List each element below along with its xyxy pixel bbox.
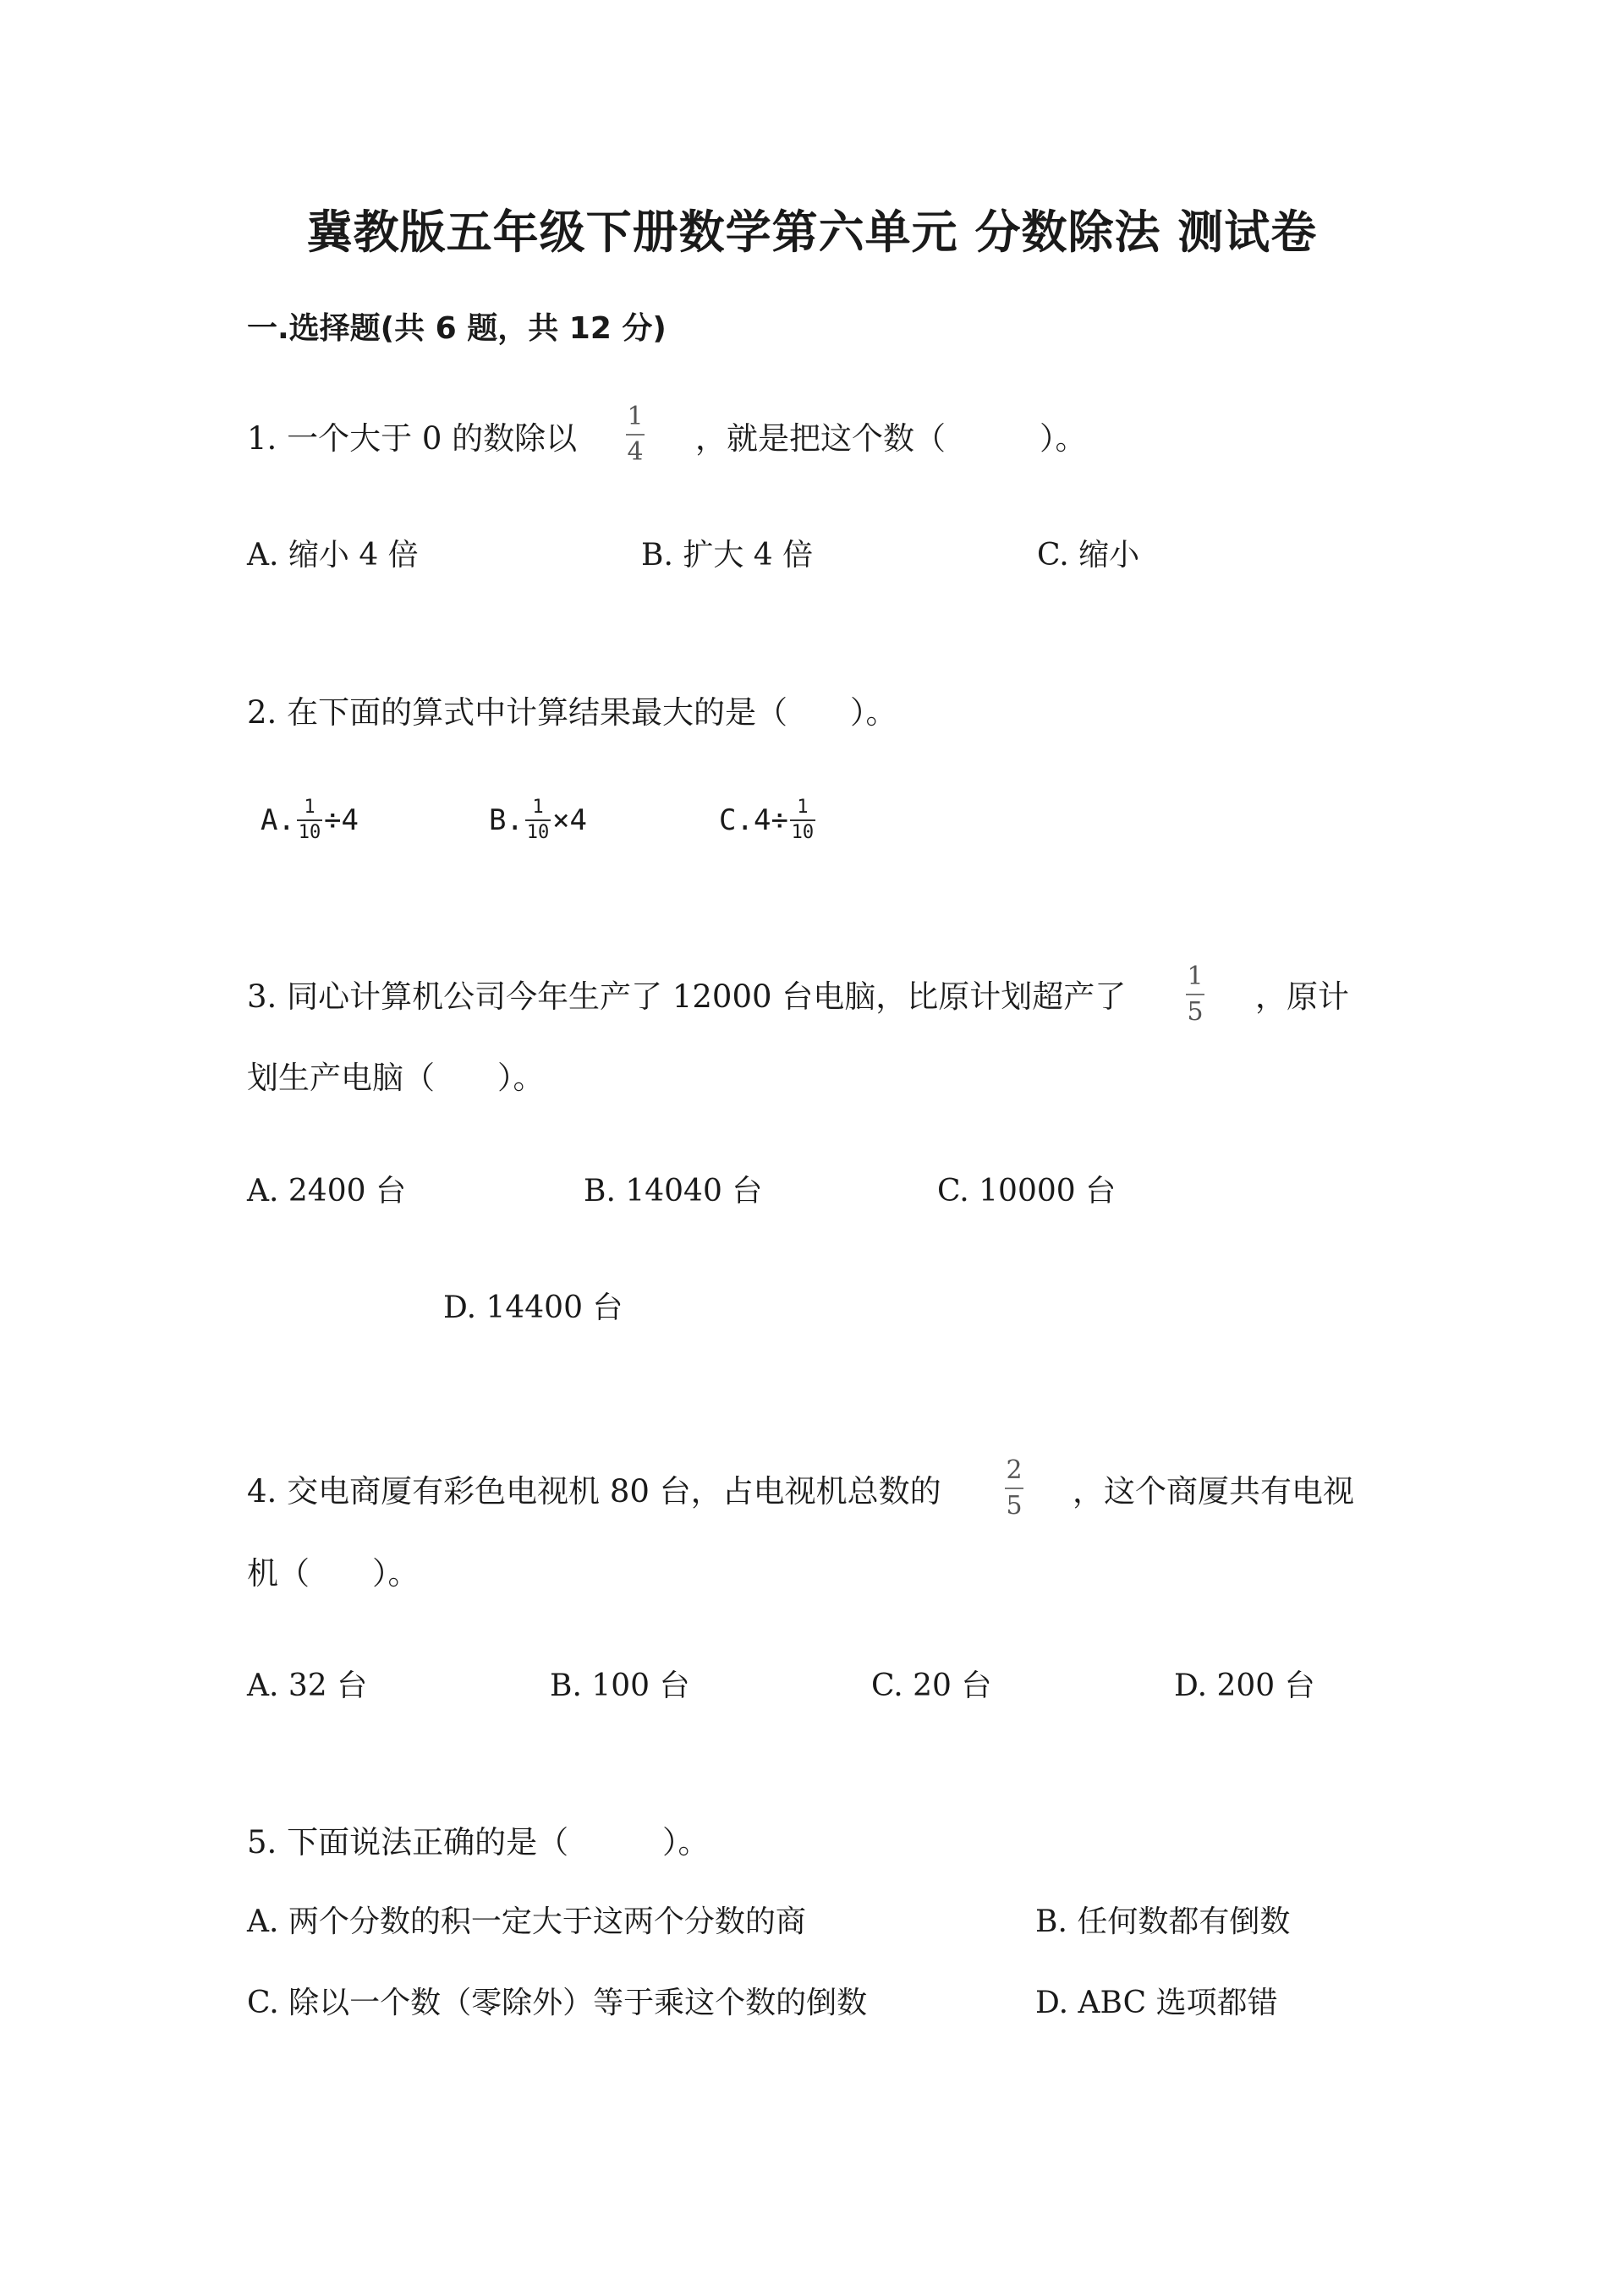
question-1-option-c[interactable]: C. 缩小 bbox=[1037, 538, 1140, 573]
question-3-option-b[interactable]: B. 14040 台 bbox=[584, 1174, 763, 1208]
option-operand: 4 bbox=[569, 803, 587, 837]
option-label: A. bbox=[261, 803, 295, 837]
fraction-denominator: 10 bbox=[791, 822, 815, 843]
option-operator: × bbox=[551, 803, 570, 837]
fraction-bar bbox=[297, 819, 322, 821]
question-1-stem-before: 1. 一个大于 0 的数除以 bbox=[247, 420, 578, 457]
fraction-denominator: 10 bbox=[526, 822, 550, 843]
option-fraction bbox=[790, 798, 815, 842]
question-3-option-c[interactable]: C. 10000 台 bbox=[937, 1174, 1116, 1208]
option-fraction bbox=[297, 798, 322, 842]
fraction-numerator: 1 bbox=[797, 797, 809, 818]
option-label: C. bbox=[719, 803, 754, 837]
question-1-option-a[interactable]: A. 缩小 4 倍 bbox=[247, 538, 419, 573]
question-2-option-b[interactable] bbox=[489, 798, 587, 842]
question-5-stem: 5. 下面说法正确的是（ ）。 bbox=[247, 1824, 710, 1860]
fraction-bar bbox=[525, 819, 551, 821]
option-operator: ÷ bbox=[771, 803, 788, 837]
question-4-option-b[interactable]: B. 100 台 bbox=[550, 1669, 690, 1703]
fraction-numerator: 2 bbox=[1006, 1455, 1023, 1485]
section-heading: 一.选择题(共 6 题，共 12 分) bbox=[247, 311, 667, 346]
fraction-numerator: 1 bbox=[304, 797, 315, 818]
fraction-numerator: 1 bbox=[627, 402, 644, 431]
fraction-denominator: 5 bbox=[1006, 1491, 1023, 1521]
question-3-stem-before: 3. 同心计算机公司今年生产了 12000 台电脑，比原计划超产了 bbox=[247, 978, 1127, 1015]
question-4-stem-line2: 机（ ）。 bbox=[247, 1555, 420, 1592]
question-2-option-a[interactable] bbox=[261, 798, 359, 842]
question-5-option-d[interactable]: D. ABC 选项都错 bbox=[1035, 1986, 1278, 2020]
question-1-fraction bbox=[626, 404, 645, 465]
question-3-stem-line2: 划生产电脑（ ）。 bbox=[247, 1060, 545, 1096]
option-operator: ÷ bbox=[323, 803, 342, 837]
question-4-stem-before: 4. 交电商厦有彩色电视机 80 台，占电视机总数的 bbox=[247, 1473, 941, 1510]
question-4-option-c[interactable]: C. 20 台 bbox=[871, 1669, 992, 1703]
question-3-option-a[interactable]: A. 2400 台 bbox=[247, 1174, 406, 1208]
question-4-stem-after: ，这个商厦共有电视 bbox=[1073, 1473, 1354, 1510]
question-1-option-b[interactable]: B. 扩大 4 倍 bbox=[641, 538, 814, 573]
option-fraction bbox=[525, 798, 551, 842]
option-label: B. bbox=[489, 803, 524, 837]
question-5-option-b[interactable]: B. 任何数都有倒数 bbox=[1035, 1904, 1291, 1939]
question-4-option-d[interactable]: D. 200 台 bbox=[1174, 1669, 1315, 1703]
fraction-numerator: 1 bbox=[532, 797, 544, 818]
question-3-fraction bbox=[1186, 964, 1204, 1025]
question-5-option-a[interactable]: A. 两个分数的积一定大于这两个分数的商 bbox=[247, 1904, 806, 1939]
fraction-denominator: 5 bbox=[1187, 997, 1204, 1027]
question-4-option-a[interactable]: A. 32 台 bbox=[247, 1669, 368, 1703]
question-2-option-c[interactable] bbox=[719, 798, 817, 842]
question-4-fraction bbox=[1005, 1455, 1023, 1521]
fraction-bar bbox=[1186, 994, 1204, 995]
fraction-bar bbox=[626, 434, 645, 436]
fraction-denominator: 4 bbox=[627, 437, 644, 467]
page-title: 冀教版五年级下册数学第六单元 分数除法 测试卷 bbox=[306, 205, 1318, 259]
question-3-option-d[interactable]: D. 14400 台 bbox=[443, 1290, 623, 1325]
question-1-stem-after: ，就是把这个数（ ）。 bbox=[695, 420, 1087, 457]
question-5-option-c[interactable]: C. 除以一个数（零除外）等于乘这个数的倒数 bbox=[247, 1986, 868, 2020]
fraction-denominator: 10 bbox=[298, 822, 321, 843]
option-operand: 4 bbox=[341, 803, 359, 837]
fraction-bar bbox=[790, 819, 815, 821]
fraction-bar bbox=[1005, 1488, 1023, 1489]
question-3-stem-after: ，原计 bbox=[1255, 978, 1349, 1015]
option-operand: 4 bbox=[753, 803, 771, 837]
fraction-numerator: 1 bbox=[1187, 962, 1204, 991]
question-2-stem: 2. 在下面的算式中计算结果最大的是（ ）。 bbox=[247, 694, 897, 731]
